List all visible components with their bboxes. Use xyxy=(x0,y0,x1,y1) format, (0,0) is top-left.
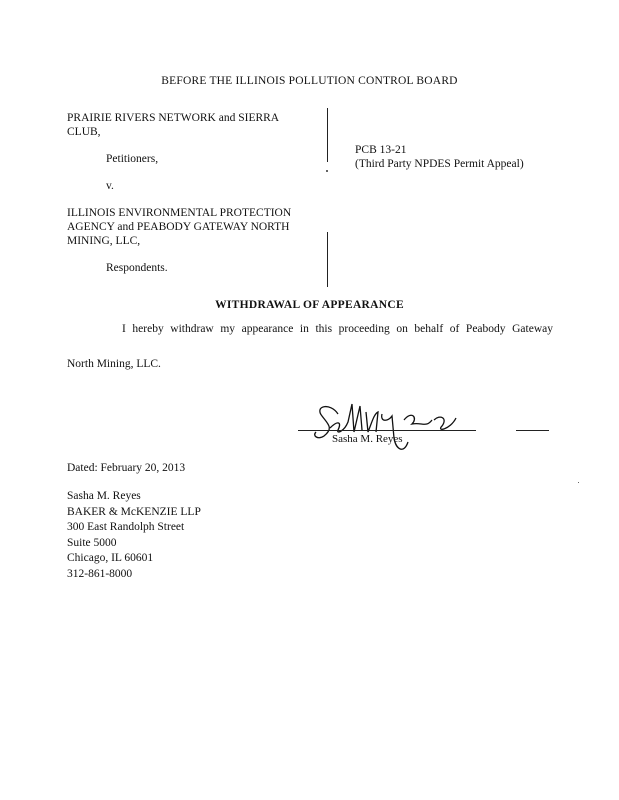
signature-line-end xyxy=(516,430,549,431)
attorney-address-block xyxy=(67,489,201,582)
court-header: BEFORE THE ILLINOIS POLLUTION CONTROL BOARD xyxy=(161,75,458,87)
respondents-role: Respondents. xyxy=(106,262,168,274)
law-firm: BAKER & McKENZIE LLP xyxy=(67,505,201,518)
signature-line xyxy=(298,430,476,431)
versus-label: v. xyxy=(106,180,114,192)
caption-divider-bottom xyxy=(327,232,328,287)
body-paragraph xyxy=(67,324,553,370)
dated-line: Dated: February 20, 2013 xyxy=(67,462,186,474)
city-state-zip: Chicago, IL 60601 xyxy=(67,552,154,564)
petitioners-line-2: CLUB, xyxy=(67,126,101,138)
petitioners-line-1: PRAIRIE RIVERS NETWORK and SIERRA xyxy=(67,112,280,124)
respondents-line-1: ILLINOIS ENVIRONMENTAL PROTECTION xyxy=(67,207,292,219)
petitioners-role: Petitioners, xyxy=(106,153,159,165)
document-title: WITHDRAWAL OF APPEARANCE xyxy=(215,299,404,311)
respondents-line-3: MINING, LLC, xyxy=(67,235,141,247)
phone-number: 312-861-8000 xyxy=(67,567,133,580)
respondents-line-2: AGENCY and PEABODY GATEWAY NORTH xyxy=(67,221,290,233)
scan-speck xyxy=(578,482,579,483)
attorney-name: Sasha M. Reyes xyxy=(67,490,141,502)
signer-name: Sasha M. Reyes xyxy=(332,433,403,445)
suite: Suite 5000 xyxy=(67,536,117,549)
handwritten-signature xyxy=(308,392,473,462)
case-number: PCB 13-21 xyxy=(355,144,407,156)
caption-divider-top xyxy=(327,108,328,162)
body-line-1: I hereby withdraw my appearance in this proceeding on behalf of Peabody Gateway xyxy=(122,323,553,335)
body-line-2: North Mining, LLC. xyxy=(67,357,161,370)
caption-divider-dot xyxy=(326,170,328,172)
case-type: (Third Party NPDES Permit Appeal) xyxy=(355,158,524,170)
street-address: 300 East Randolph Street xyxy=(67,521,185,533)
